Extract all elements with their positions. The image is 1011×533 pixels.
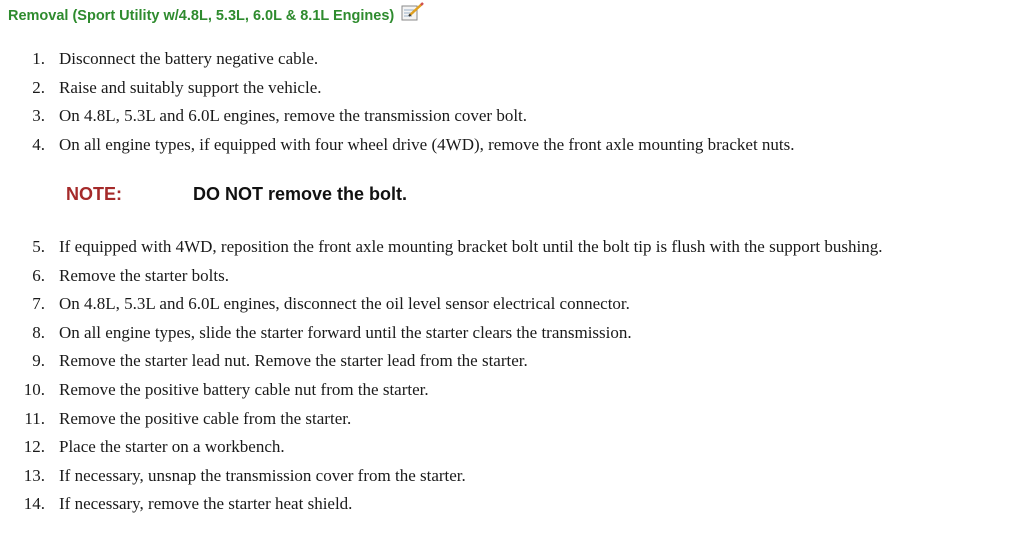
step-number: 9.: [32, 351, 45, 371]
step-text: If equipped with 4WD, reposition the front axle mounting bracket bolt until the bolt tip is flush with the support bushing.: [59, 237, 883, 256]
list-item: [0, 131, 1011, 160]
list-item: [0, 233, 1011, 262]
step-number: 6.: [32, 265, 45, 285]
step-number: 13.: [23, 465, 45, 485]
step-number: 8.: [32, 322, 45, 342]
list-item: [0, 347, 1011, 376]
step-text: On 4.8L, 5.3L and 6.0L engines, disconnect the oil level sensor electrical connector.: [59, 294, 630, 314]
steps-list-part-2: [0, 233, 1011, 519]
list-item: [0, 462, 1011, 491]
note-callout: [0, 184, 1011, 210]
step-text: If necessary, remove the starter heat shield.: [59, 494, 353, 514]
list-item: [0, 433, 1011, 462]
step-number: 14.: [23, 494, 45, 514]
step-text: Raise and suitably support the vehicle.: [59, 77, 322, 97]
step-text: On 4.8L, 5.3L and 6.0L engines, remove the transmission cover bolt.: [59, 106, 528, 126]
step-text: Remove the starter bolts.: [59, 265, 229, 285]
list-item: [0, 290, 1011, 319]
step-number: 10.: [23, 379, 45, 399]
list-item: [0, 490, 1011, 519]
step-number: 7.: [32, 294, 45, 314]
list-item: [0, 376, 1011, 405]
step-number: 4.: [32, 134, 45, 154]
list-item: [0, 74, 1011, 103]
notepad-pencil-icon[interactable]: [400, 2, 424, 22]
list-item: [0, 262, 1011, 291]
section-heading: [8, 6, 424, 26]
step-text: Remove the starter lead nut. Remove the starter lead from the starter.: [59, 351, 528, 371]
list-item: [0, 45, 1011, 74]
list-item: [0, 405, 1011, 434]
step-text: On all engine types, if equipped with four wheel drive (4WD), remove the front axle mounting bracket nuts.: [59, 134, 795, 154]
steps-list-part-1: [0, 45, 1011, 159]
note-text: DO NOT remove the bolt.: [193, 184, 408, 204]
list-item: [0, 319, 1011, 348]
section-title: Removal (Sport Utility w/4.8L, 5.3L, 6.0L & 8.1L Engines): [8, 8, 395, 24]
note-label: NOTE:: [66, 184, 122, 204]
step-text: If necessary, unsnap the transmission cover from the starter.: [59, 465, 466, 485]
step-number: 2.: [32, 77, 45, 97]
step-number: 3.: [32, 106, 45, 126]
step-number: 1.: [32, 49, 45, 68]
step-text: Remove the positive battery cable nut from the starter.: [59, 379, 429, 399]
list-item: [0, 102, 1011, 131]
step-number: 11.: [24, 408, 45, 428]
step-number: 5.: [32, 237, 45, 256]
step-text: Place the starter on a workbench.: [59, 437, 285, 457]
step-text: On all engine types, slide the starter forward until the starter clears the transmission.: [59, 322, 632, 342]
step-text: Disconnect the battery negative cable.: [59, 49, 319, 68]
step-number: 12.: [23, 437, 45, 457]
step-text: Remove the positive cable from the starter.: [59, 408, 352, 428]
